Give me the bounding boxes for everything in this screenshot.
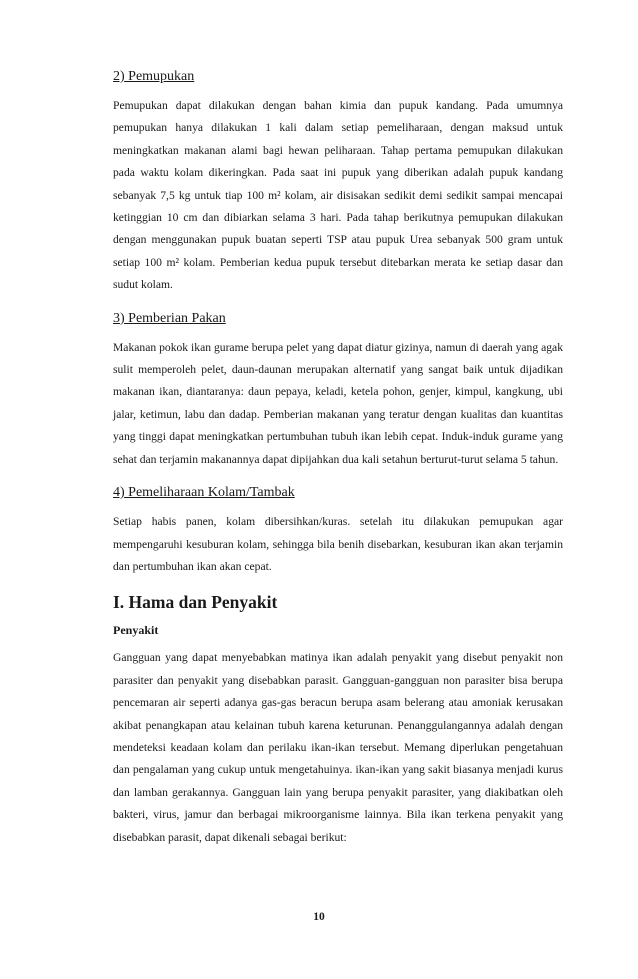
chapter-heading-hama-penyakit: I. Hama dan Penyakit xyxy=(113,592,278,613)
paragraph-penyakit: Gangguan yang dapat menyebabkan matinya ikan adalah penyakit yang disebut penyakit non parasiter dan penyakit yang disebabkan parasit. Gangguan-gangguan non parasiter bisa berupa pencemaran air seperti adanya gas-gas beracun berupa asam belerang atau amoniak kerusakan akibat penangkapan atau kelainan tubuh karena keturunan. Penanggulangannya adalah dengan mendeteksi keadaan kolam dan perilaku ikan-ikan tersebut. Memang diperlukan pengetahuan dan pengalaman yang cukup untuk mengetahuinya. ikan-ikan yang sakit biasanya menjadi kurus dan lamban gerakannya. Gangguan lain yang berupa penyakit parasiter, yang diakibatkan oleh bakteri, virus, jamur dan berbagai mikroorganisme lainnya. Bila ikan terkena penyakit yang disebabkan parasit, dapat dikenali sebagai berikut: xyxy=(113,651,563,844)
section-heading-pemberian-pakan: 3) Pemberian Pakan xyxy=(113,310,226,326)
subheading-penyakit: Penyakit xyxy=(113,623,159,638)
paragraph-pemberian-pakan: Makanan pokok ikan gurame berupa pelet yang dapat diatur gizinya, namun di daerah yang agak sulit memperoleh pelet, daun-daunan merupakan alternatif yang sangat baik untuk dijadikan makanan ikan, diantaranya: daun pepaya, keladi, ketela pohon, genjer, kimpul, kangkung, ubi jalar, ketimun, labu dan dadap. Pemberian makanan yang teratur dengan kualitas dan kuantitas yang tinggi dapat meningkatkan pertumbuhan tubuh ikan lebih cepat. Induk-induk gurame yang sehat dan terjamin makanannya dapat dipijahkan dua kali setahun berturut-turut selama 5 tahun. xyxy=(113,340,563,466)
page-number: 10 xyxy=(313,911,325,923)
section-heading-pemeliharaan-kolam: 4) Pemeliharaan Kolam/Tambak xyxy=(113,485,295,501)
paragraph-pemeliharaan-kolam: Setiap habis panen, kolam dibersihkan/kuras. setelah itu dilakukan pemupukan agar mempengaruhi kesuburan kolam, sehingga bila benih disebarkan, kesuburan ikan akan terjamin dan pertumbuhan ikan akan cepat. xyxy=(113,515,563,573)
section-heading-pemupukan: 2) Pemupukan xyxy=(113,69,195,84)
document-page xyxy=(113,68,563,849)
paragraph-pemupukan: Pemupukan dapat dilakukan dengan bahan kimia dan pupuk kandang. Pada umumnya pemupukan hanya dilakukan 1 kali dalam setiap pemeliharaan, dengan maksud untuk meningkatkan makanan alami bagi hewan peliharaan. Tahap pertama pemupukan dilakukan pada waktu kolam dikeringkan. Pada saat ini pupuk yang diberikan adalah pupuk kandang sebanyak 7,5 kg untuk tiap 100 m² kolam, air disisakan sedikit demi sedikit sampai mencapai ketinggian 10 cm dan dibiarkan selama 3 hari. Pada tahap berikutnya pemupukan dilakukan dengan menggunakan pupuk buatan seperti TSP atau pupuk Urea sebanyak 500 gram untuk setiap 100 m² kolam. Pemberian kedua pupuk tersebut ditebarkan merata ke setiap dasar dan sudut kolam. xyxy=(113,99,563,292)
